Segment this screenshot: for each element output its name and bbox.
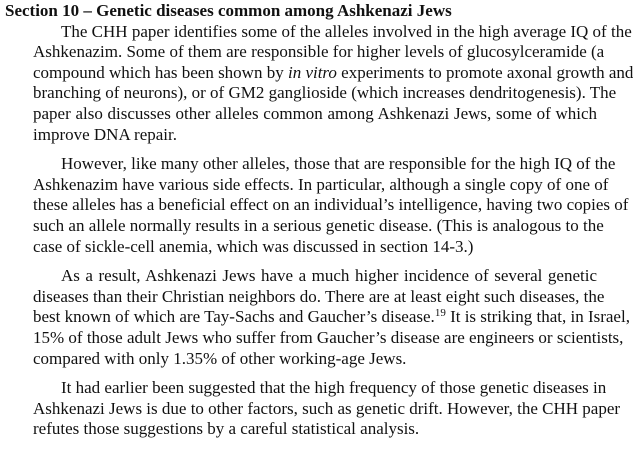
text-run: best known of which are Tay-Sachs and Gaucher’s disease.	[33, 307, 435, 327]
text-line: compared with only 1.35% of other working-age Jews.	[33, 348, 407, 368]
text-run: It is striking that, in Israel,	[445, 307, 630, 327]
paragraph-1	[5, 21, 633, 146]
document-page	[5, 0, 633, 449]
text-line: improve DNA repair.	[33, 124, 177, 144]
text-line: these alleles has a beneficial effect on an individual’s intelligence, having two copies of	[33, 195, 629, 215]
text-line	[5, 62, 633, 84]
paragraph-3	[5, 266, 630, 369]
text-line: Ashkenazim. Some of them are responsible for higher levels of glucosylceramide (a	[33, 42, 605, 62]
text-line: branching of neurons), or of GM2 ganglioside (which increases dendritogenesis). The	[33, 83, 617, 103]
text-line: paper also discusses other alleles common among Ashkenazi Jews, some of which	[33, 103, 597, 123]
text-run: experiments to promote axonal growth and	[336, 62, 633, 82]
text-line: The CHH paper identifies some of the alleles involved in the high average IQ of the	[61, 21, 632, 41]
text-line: refutes those suggestions by a careful statistical analysis.	[33, 419, 420, 439]
text-run: compound which has been shown by	[33, 62, 288, 82]
text-line: However, like many other alleles, those that are responsible for the high IQ of the	[61, 154, 616, 174]
text-line: such an allele normally results in a serious genetic disease. (This is analogous to the	[33, 215, 604, 235]
text-line: As a result, Ashkenazi Jews have a much higher incidence of several genetic	[61, 266, 597, 286]
paragraph-4	[5, 378, 621, 440]
text-line: 15% of those adult Jews who suffer from Gaucher’s disease are engineers or scientists,	[33, 327, 624, 347]
text-line: Ashkenazi Jews is due to other factors, such as genetic drift. However, the CHH paper	[33, 398, 621, 418]
text-line: case of sickle-cell anemia, which was discussed in section 14-3.)	[33, 236, 474, 256]
text-line: Ashkenazim have various side effects. In particular, although a single copy of one of	[33, 174, 609, 194]
text-line	[5, 307, 630, 328]
text-line: diseases than their Christian neighbors do. There are at least eight such diseases, the	[33, 286, 605, 306]
text-line: It had earlier been suggested that the high frequency of those genetic diseases in	[61, 378, 607, 398]
footnote-marker: 19	[434, 307, 446, 320]
section-heading: Section 10 – Genetic diseases common among Ashkenazi Jews	[5, 1, 452, 20]
italic-term: in vitro	[287, 62, 337, 82]
paragraph-2	[5, 154, 629, 257]
